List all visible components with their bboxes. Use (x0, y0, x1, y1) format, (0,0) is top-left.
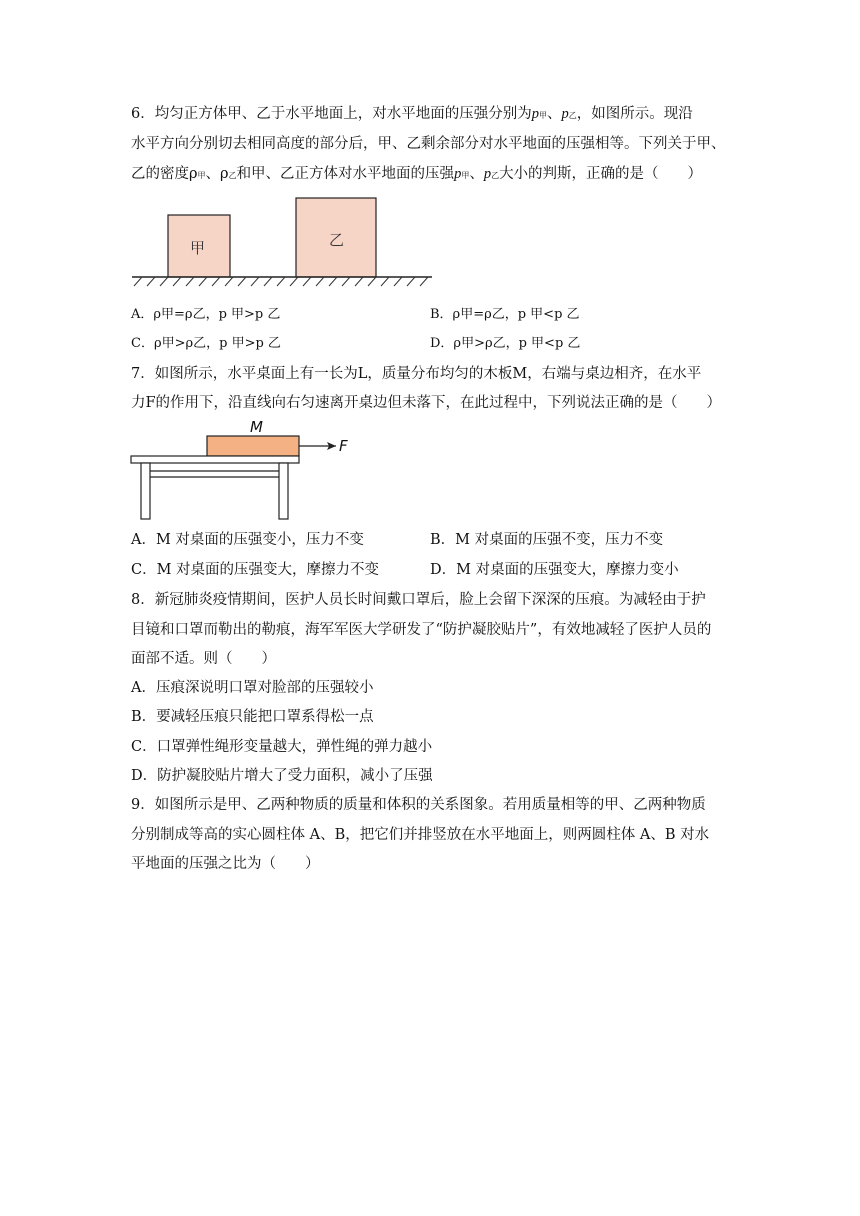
q8-line-2: 目镜和口罩而勒出的勒痕，海军军医大学研发了“防护凝胶贴片”，有效地减轻了医护人员的 (131, 622, 712, 638)
sub-jia: 甲 (538, 111, 547, 120)
q6-option-b: B．ρ甲=ρ乙，p 甲<p 乙 (430, 307, 580, 322)
q6-option-d: D．ρ甲>ρ乙，p 甲<p 乙 (430, 336, 581, 351)
q6-option-c: C．ρ甲>ρ乙，p 甲>p 乙 (131, 336, 281, 351)
q6-line-2: 水平方向分别切去相同高度的部分后，甲、乙剩余部分对水平地面的压强相等。下列关于甲、 (131, 136, 726, 152)
sub-yi-3: 乙 (491, 171, 500, 180)
q7-line-1: 7．如图所示，水平桌面上有一长为L，质量分布均匀的木板M，右端与桌边相齐，在水平 (131, 366, 702, 382)
q9-line-3: 平地面的压强之比为（ ） (131, 856, 320, 872)
q7-option-a: A．M 对桌面的压强变小，压力不变 (131, 532, 364, 548)
q6-line3-text-a: 乙的密度ρ (131, 166, 198, 182)
ground-hatch (134, 277, 428, 286)
p-jia-symbol: p (531, 106, 539, 122)
q6-line-1 (131, 104, 693, 126)
q6-line1-text-a: 6．均匀正方体甲、乙于水平地面上，对水平地面的压强分别为 (131, 106, 532, 122)
q9-line-2: 分别制成等高的实心圆柱体 A、B，把它们并排竖放在水平地面上，则两圆柱体 A、B 对水 (131, 827, 710, 843)
q9-line-1: 9．如图所示是甲、乙两种物质的质量和体积的关系图象。若用质量相等的甲、乙两种物质 (131, 797, 706, 813)
q6-line3-text-c: 和甲、乙正方体对水平地面的压强 (236, 166, 455, 182)
table-leg-left (141, 463, 150, 519)
q7-figure (128, 418, 368, 522)
q7-option-b: B．M 对桌面的压强不变，压力不变 (430, 532, 664, 548)
q6-line3-text-d: 、 (469, 166, 484, 182)
table-leg-right (279, 463, 288, 519)
p-jia-symbol-2: p (454, 166, 462, 182)
q8-option-c: C．口罩弹性绳形变量越大，弹性绳的弹力越小 (131, 739, 433, 755)
q7-option-d: D．M 对桌面的压强变大，摩擦力变小 (430, 562, 679, 578)
sub-jia-2: 甲 (197, 171, 206, 180)
q8-option-d: D．防护凝胶贴片增大了受力面积，减小了压强 (131, 768, 433, 784)
p-yi-symbol: p (561, 106, 569, 122)
q8-option-a: A．压痕深说明口罩对脸部的压强较小 (131, 680, 374, 696)
table-top (131, 456, 299, 463)
block-jia-label: 甲 (190, 239, 206, 257)
q6-line1-text-b: 、 (546, 106, 562, 122)
q6-option-a: A．ρ甲=ρ乙，p 甲>p 乙 (131, 307, 281, 322)
sub-jia-3: 甲 (461, 171, 470, 180)
q8-option-b: B．要减轻压痕只能把口罩系得松一点 (131, 709, 374, 725)
q6-line-3 (131, 164, 702, 186)
board-m (207, 436, 299, 456)
force-label-f: F (339, 437, 348, 455)
q7-option-c: C．M 对桌面的压强变大，摩擦力不变 (131, 562, 380, 578)
q6-line3-text-b: 、ρ (205, 166, 229, 182)
q8-line-1: 8．新冠肺炎疫情期间，医护人员长时间戴口罩后，脸上会留下深深的压痕。为减轻由于护 (131, 592, 706, 608)
q8-line-3: 面部不适。则（ ） (131, 651, 276, 667)
q6-line3-text-e: 大小的判斯，正确的是（ ） (499, 166, 703, 182)
q6-figure (128, 192, 438, 288)
p-yi-symbol-2: p (483, 166, 492, 182)
board-label-m: M (250, 418, 263, 436)
block-yi-label: 乙 (329, 231, 345, 249)
sub-yi: 乙 (568, 111, 577, 120)
q7-line-2: 力F的作用下，沿直线向右匀速离开桌边但未落下，在此过程中，下列说法正确的是（ ） (131, 395, 722, 411)
sub-yi-2: 乙 (228, 171, 237, 180)
q6-line1-text-c: ，如图所示。现沿 (576, 106, 693, 122)
